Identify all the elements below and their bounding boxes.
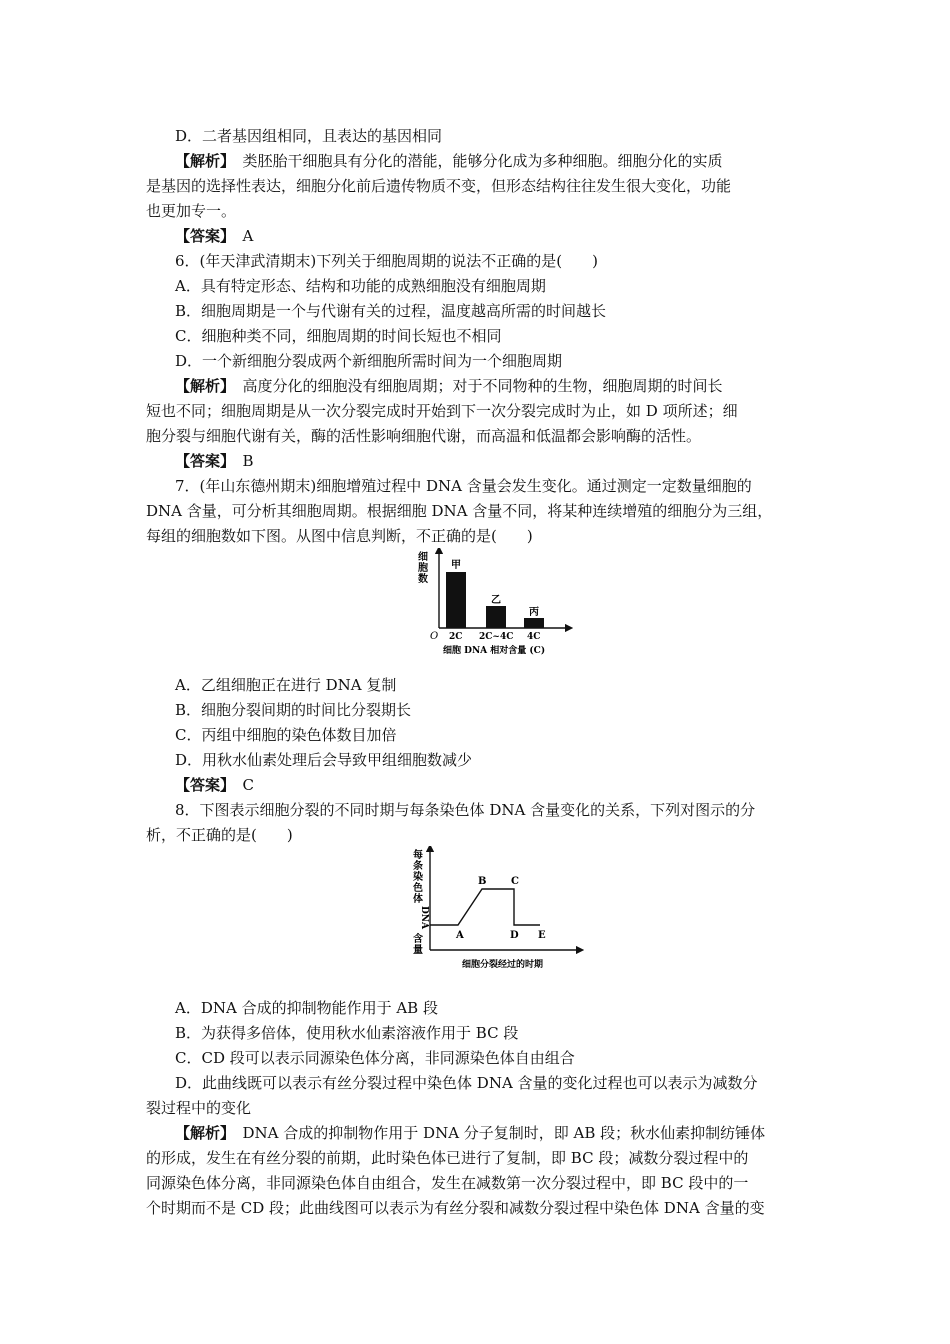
answer-q7: 【答案】 C [175,776,254,794]
section-tag: 【答案】 [175,776,228,794]
question-8-line1: 8．下图表示细胞分裂的不同时期与每条染色体 DNA 含量变化的关系，下列对图示的分 [175,801,756,819]
option-c-q6: C．细胞种类不同，细胞周期的时间长短也不相同 [175,327,502,345]
bar-bing [524,618,544,628]
option-b-q6: B．细胞周期是一个与代谢有关的过程，温度越高所需的时间越长 [175,302,607,320]
y-label-dna: DNA [419,906,429,930]
y-label-char-3: 数 [418,574,428,585]
option-d-q8-line1: D．此曲线既可以表示有丝分裂过程中染色体 DNA 含量的变化过程也可以表示为减数分 [175,1074,758,1092]
option-a-q7: A．乙组细胞正在进行 DNA 复制 [175,676,397,694]
bar-label-yi: 乙 [491,595,501,606]
section-tag: 【解析】 [175,377,228,395]
section-tag: 【解析】 [175,152,228,170]
origin-label: O [430,631,439,642]
option-a-q8: A．DNA 合成的抑制物能作用于 AB 段 [175,999,438,1017]
analysis-q6-line2: 短也不同；细胞周期是从一次分裂完成时开始到下一次分裂完成时为止，如 D 项所述；细 [146,402,738,420]
option-d-q5: D．二者基因组相同，且表达的基因相同 [175,127,443,145]
analysis-q5-line1: 【解析】 类胚胎干细胞具有分化的潜能，能够分化成为多种细胞。细胞分化的实质 [175,152,723,170]
y-label-char-2: 胞 [418,563,428,574]
analysis-q6-line1: 【解析】 高度分化的细胞没有细胞周期；对于不同物种的生物，细胞周期的时间长 [175,377,723,395]
x-tick-4c: 4C [527,632,541,642]
option-a-q6: A．具有特定形态、结构和功能的成熟细胞没有细胞周期 [175,277,546,295]
dna-content-bar-chart [415,548,575,660]
dna-per-chromosome-line-chart [410,846,585,974]
bar-label-bing: 丙 [529,607,539,618]
bar-label-jia: 甲 [451,560,461,571]
point-label-d: D [510,930,519,941]
analysis-q5-line2: 是基因的选择性表达，细胞分化前后遗传物质不变，但形态结构往往发生很大变化，功能 [146,177,732,195]
section-tag: 【答案】 [175,452,228,470]
point-label-c: C [511,876,519,887]
option-d-q7: D．用秋水仙素处理后会导致甲组细胞数减少 [175,751,473,769]
point-label-a: A [456,930,464,941]
option-b-q7: B．细胞分裂间期的时间比分裂期长 [175,701,412,719]
y-label-char-1: 每 [413,850,423,861]
answer-q5: 【答案】 A [175,227,254,245]
point-label-e: E [538,930,546,941]
y-label-char-5: 体 [413,894,423,905]
analysis-q8-line1: 【解析】 DNA 合成的抑制物作用于 DNA 分子复制时，即 AB 段；秋水仙素抑制纺锤体 [175,1124,766,1142]
y-label-char-3: 染 [413,872,423,883]
bar-jia [446,572,466,628]
section-tag: 【解析】 [175,1124,228,1142]
option-c-q8: C．CD 段可以表示同源染色体分离，非同源染色体自由组合 [175,1049,575,1067]
y-label-char-7: 含 [413,934,423,945]
y-label-char-1: 细 [418,552,428,563]
analysis-q8-line4: 个时期而不是 CD 段；此曲线图可以表示为有丝分裂和减数分裂过程中染色体 DNA 含量的变 [146,1199,765,1217]
option-b-q8: B．为获得多倍体，使用秋水仙素溶液作用于 BC 段 [175,1024,519,1042]
question-6: 6．(年天津武清期末)下列关于细胞周期的说法不正确的是( ) [175,252,598,270]
bar-yi [486,606,506,628]
option-d-q6: D．一个新细胞分裂成两个新细胞所需时间为一个细胞周期 [175,352,563,370]
x-tick-2c: 2C [449,632,463,642]
answer-q6: 【答案】 B [175,452,254,470]
x-axis-label: 细胞 DNA 相对含量 (C) [443,646,546,656]
y-label-char-4: 色 [413,883,423,894]
y-label-char-8: 量 [413,945,423,956]
option-c-q7: C．丙组中细胞的染色体数目加倍 [175,726,397,744]
question-7-line1: 7．(年山东德州期末)细胞增殖过程中 DNA 含量会发生变化。通过测定一定数量细胞的 [175,477,752,495]
x-tick-2c-4c: 2C~4C [479,632,514,642]
question-8-line2: 析，不正确的是( ) [146,826,293,844]
analysis-q5-line3: 也更加专一。 [146,202,237,220]
analysis-q8-line3: 同源染色体分离，非同源染色体自由组合，发生在减数第一次分裂过程中，即 BC 段中的一 [146,1174,749,1192]
analysis-q6-line3: 胞分裂与细胞代谢有关，酶的活性影响细胞代谢，而高温和低温都会影响酶的活性。 [146,427,702,445]
section-tag: 【答案】 [175,227,228,245]
x-axis-label: 细胞分裂经过的时期 [462,960,544,970]
point-label-b: B [478,876,487,887]
dna-curve [430,889,540,925]
question-7-line2: DNA 含量，可分析其细胞周期。根据细胞 DNA 含量不同，将某种连续增殖的细胞分为三组， [146,502,773,520]
y-label-char-2: 条 [413,861,423,872]
question-7-line3: 每组的细胞数如下图。从图中信息判断，不正确的是( ) [146,527,533,545]
option-d-q8-line2: 裂过程中的变化 [146,1099,252,1117]
analysis-q8-line2: 的形成，发生在有丝分裂的前期，此时染色体已进行了复制，即 BC 段；减数分裂过程中的 [146,1149,749,1167]
